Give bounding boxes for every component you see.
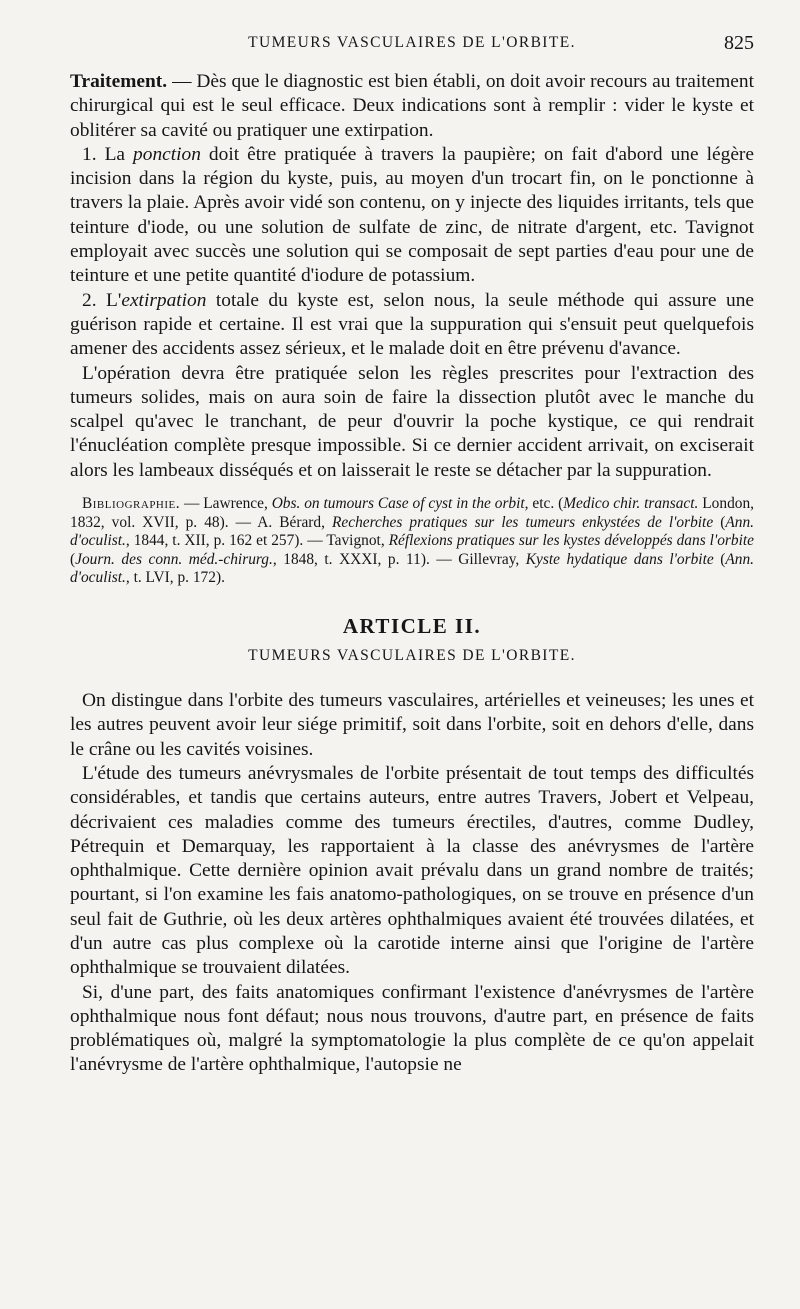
- operation-paragraph: L'opération devra être pratiquée selon les règles prescrites pour l'extraction des tumeurs solides, mais on aura soin de faire la dissection plutôt avec le manche du scalpel qu'avec le tranchant, de peur d'ouvrir la poche kystique, ce qui rendrait l'énucléation complète presque impossible. Si ce dernier accident arrivait, on exciserait alors les lambeaux disséqués et on laisserait le reste se détacher par la suppuration.: [70, 362, 754, 481]
- vascular-paragraph-3: Si, d'une part, des faits anatomiques confirmant l'existence d'anévrysmes de l'artère ophthalmique nous font défaut; nous nous trouvons, d'autre part, en présence de faits problématiques où, malgré la symptomatologie la plus complète de ce qu'on appelait l'anévrysme de l'artère ophthalmique, l'autopsie ne: [70, 981, 754, 1076]
- treatment-section: [70, 70, 754, 483]
- section-title: TUMEURS VASCULAIRES DE L'ORBITE.: [248, 647, 576, 665]
- running-head: TUMEURS VASCULAIRES DE L'ORBITE.: [248, 34, 576, 51]
- bibliography-text: Bibliographie. — Lawrence, Obs. on tumours Case of cyst in the orbit, etc. (Medico chir. transact. London, 1832, vol. XVII, p. 48). — A. Bérard, Recherches pratiques sur les tumeurs enkystées de l'orbite (Ann. d'oculist., 1844, t. XII, p. 162 et 257). — Tavignot, Réflexions pratiques sur les kystes développés dans l'orbite (Journ. des conn. méd.-chirurg., 1848, t. XXXI, p. 11). — Gillevray, Kyste hydatique dans l'orbite (Ann. d'oculist., t. LVI, p. 172).: [70, 495, 755, 587]
- puncture-paragraph: 1. La ponction doit être pratiquée à travers la paupière; on fait d'abord une légère incision dans la région du kyste, puis, au moyen d'un trocart fin, on le ponctionne à travers la plaie. Après avoir vidé son contenu, on y injecte des liquides irritants, tels que teinture d'iode, ou une solution de sulfate de zinc, de nitrate d'argent, etc. Tavignot employait avec succès une solution qui se composait de sept parties d'eau pour une de teinture et une petite quantité d'iodure de potassium.: [70, 143, 754, 287]
- vascular-paragraph-1: On distingue dans l'orbite des tumeurs vasculaires, artérielles et veineuses; les unes et les autres peuvent avoir leur siége primitif, soit dans l'orbite, soit en dehors d'elle, dans le crâne ou les cavités voisines.: [70, 690, 754, 760]
- article-title: ARTICLE II.: [342, 614, 482, 639]
- treatment-intro: Traitement. — Dès que le diagnostic est bien établi, on doit avoir recours au traitement chirurgical qui est le seul efficace. Deux indications sont à remplir : vider le kyste et oblitérer sa cavité ou pratiquer une extirpation.: [70, 71, 754, 141]
- vascular-paragraph-2: L'étude des tumeurs anévrysmales de l'orbite présentait de tout temps des difficultés considérables, et tandis que certains auteurs, entre autres Travers, Jobert et Velpeau, décrivaient ces maladies comme des tumeurs érectiles, d'autres, comme Dudley, Pétrequin et Demarquay, les rapportaient à la classe des anévrysmes de l'artère ophthalmique. Cette dernière opinion avait prévalu dans un grand nombre de traités; pourtant, si l'on examine les fais anatomo-pathologiques, on se trouve en présence d'un seul fait de Guthrie, où les deux artères ophthalmiques avaient été trouvées dilatées, et d'un autre cas plus complexe où la carotide interne ainsi que l'origine de l'artère ophthalmique se trouvaient dilatées.: [70, 762, 754, 979]
- page-header: [70, 30, 754, 64]
- puncture-term: ponction: [133, 143, 201, 165]
- vascular-section: [70, 689, 754, 1078]
- extirpation-term: extirpation: [121, 289, 207, 311]
- treatment-lead: Traitement.: [70, 71, 168, 92]
- page-number: 825: [724, 32, 754, 54]
- bibliography: [70, 495, 754, 588]
- bibliography-label: Bibliographie.: [82, 495, 181, 513]
- extirpation-paragraph: 2. L'extirpation totale du kyste est, selon nous, la seule méthode qui assure une guérison rapide et certaine. Il est vrai que la suppuration qui s'ensuit peut quelquefois amener des accidents assez sérieux, et le malade doit en être prévenu d'avance.: [70, 289, 754, 360]
